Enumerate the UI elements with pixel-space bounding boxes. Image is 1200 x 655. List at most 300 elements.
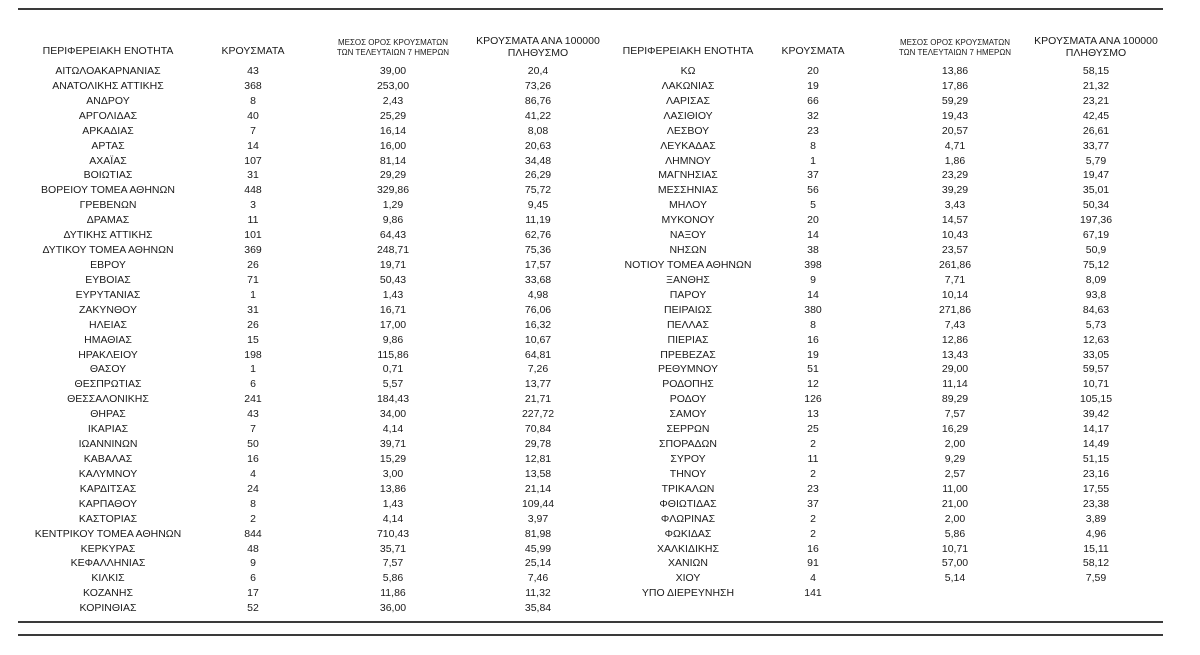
region-cell: ΡΟΔΟΠΗΣ [662, 378, 714, 391]
table-row [18, 303, 598, 318]
avg-cell: 11,86 [380, 587, 406, 600]
avg-cell: 13,86 [941, 65, 969, 77]
avg-cell: 16,71 [379, 303, 407, 316]
per100k-cell: 45,99 [524, 542, 552, 555]
header-avg [885, 38, 1025, 58]
table-row [598, 527, 1163, 542]
per100k-cell: 50,9 [1085, 244, 1107, 257]
cases-cell: 8 [250, 94, 256, 107]
avg-cell: 29,29 [379, 169, 407, 182]
header-avg-line2: ΤΩΝ ΤΕΛΕΥΤΑΙΩΝ 7 ΗΜΕΡΩΝ [336, 48, 450, 57]
region-cell: ΜΕΣΣΗΝΙΑΣ [657, 184, 719, 197]
cases-cell: 4 [250, 467, 256, 480]
table-row [18, 64, 598, 79]
header-cases: ΚΡΟΥΣΜΑΤΑ [781, 45, 845, 57]
cases-cell: 2 [810, 467, 816, 480]
per100k-cell: 33,68 [524, 273, 552, 286]
avg-cell: 5,14 [944, 572, 966, 585]
region-cell: ΣΕΡΡΩΝ [666, 423, 710, 436]
per100k-cell: 8,08 [527, 124, 549, 137]
cases-cell: 8 [810, 139, 816, 152]
per100k-cell: 23,21 [1082, 94, 1110, 107]
header-per100k [468, 35, 608, 59]
avg-cell: 20,57 [941, 124, 969, 137]
region-cell: ΞΑΝΘΗΣ [666, 273, 710, 286]
table-row [18, 258, 598, 273]
cases-cell: 66 [807, 94, 819, 107]
avg-cell: 13,86 [379, 482, 407, 495]
table-row [18, 154, 598, 169]
cases-cell: 24 [247, 482, 259, 495]
region-cell: ΠΕΙΡΑΙΩΣ [664, 303, 712, 316]
cases-cell: 2 [250, 512, 256, 525]
table-row [598, 94, 1163, 109]
table-row [598, 183, 1163, 198]
table-row [598, 377, 1163, 392]
per100k-cell: 7,59 [1085, 572, 1107, 585]
avg-cell: 2,00 [944, 512, 966, 525]
avg-cell: 19,43 [941, 109, 969, 122]
cases-cell: 2 [810, 512, 816, 525]
table-row [598, 243, 1163, 258]
region-cell: ΝΟΤΙΟΥ ΤΟΜΕΑ ΑΘΗΝΩΝ [624, 258, 752, 271]
region-cell: ΥΠΟ ΔΙΕΡΕΥΝΗΣΗ [641, 587, 735, 600]
cases-cell: 20 [807, 214, 819, 227]
bottom-rule-double [18, 634, 1163, 636]
avg-cell: 184,43 [376, 393, 410, 406]
header-region: ΠΕΡΙΦΕΡΕΙΑΚΗ ΕΝΟΤΗΤΑ [622, 45, 754, 57]
per100k-cell: 23,38 [1082, 497, 1110, 510]
header-per100k [1026, 35, 1166, 59]
cases-cell: 31 [247, 169, 259, 182]
per100k-cell: 4,96 [1085, 527, 1107, 540]
avg-cell: 29,00 [941, 363, 969, 376]
per100k-cell: 14,49 [1082, 438, 1110, 451]
region-cell: ΛΑΡΙΣΑΣ [666, 94, 710, 107]
bottom-rule [18, 621, 1163, 623]
table-row [598, 392, 1163, 407]
table-row [18, 333, 598, 348]
per100k-cell: 7,26 [527, 363, 549, 376]
cases-cell: 15 [247, 333, 259, 346]
cases-cell: 11 [807, 452, 819, 465]
left-table [18, 30, 598, 616]
table-row [18, 228, 598, 243]
cases-cell: 23 [807, 124, 819, 137]
avg-cell: 36,00 [379, 602, 407, 615]
avg-cell: 25,29 [379, 109, 407, 122]
per100k-cell: 105,15 [1079, 393, 1113, 406]
avg-cell: 261,86 [938, 258, 972, 271]
per100k-cell: 51,15 [1082, 452, 1110, 465]
per100k-cell: 8,09 [1085, 273, 1107, 286]
per100k-cell: 25,14 [524, 557, 552, 570]
avg-cell: 34,00 [379, 408, 407, 421]
cases-cell: 38 [807, 244, 819, 257]
table-row [598, 542, 1163, 557]
avg-cell: 16,00 [379, 139, 407, 152]
cases-cell: 6 [250, 572, 256, 585]
avg-cell: 2,00 [944, 438, 966, 451]
cases-cell: 71 [247, 273, 259, 286]
cases-cell: 7 [250, 423, 256, 436]
per100k-cell: 62,76 [524, 229, 552, 242]
region-cell: ΓΡΕΒΕΝΩΝ [79, 199, 137, 212]
region-cell: ΜΗΛΟΥ [669, 199, 707, 212]
cases-cell: 2 [810, 438, 816, 451]
region-cell: ΚΟΡΙΝΘΙΑΣ [79, 602, 137, 615]
per100k-cell: 29,78 [524, 438, 552, 451]
per100k-cell: 86,76 [524, 94, 552, 107]
cases-cell: 8 [810, 318, 816, 331]
avg-cell: 7,43 [944, 318, 966, 331]
region-cell: ΕΥΒΟΙΑΣ [85, 273, 131, 286]
region-cell: ΡΕΘΥΜΝΟΥ [657, 363, 718, 376]
per100k-cell: 227,72 [521, 408, 555, 421]
table-row [18, 213, 598, 228]
cases-cell: 91 [807, 557, 819, 570]
avg-cell: 7,57 [944, 408, 966, 421]
table-row [598, 318, 1163, 333]
region-cell: ΕΥΡΥΤΑΝΙΑΣ [75, 288, 141, 301]
table-row [18, 318, 598, 333]
region-cell: ΑΧΑΪΑΣ [89, 154, 127, 167]
cases-cell: 40 [247, 109, 259, 122]
header-per100k-line2: ΠΛΗΘΥΣΜΟ [507, 47, 569, 59]
table-row [598, 168, 1163, 183]
table-row [18, 452, 598, 467]
table-row [18, 497, 598, 512]
table-row [18, 571, 598, 586]
per100k-cell: 75,72 [524, 184, 552, 197]
cases-cell: 14 [807, 288, 819, 301]
cases-cell: 26 [247, 318, 259, 331]
table-row [18, 168, 598, 183]
region-cell: ΚΑΛΥΜΝΟΥ [78, 467, 138, 480]
table-row [598, 288, 1163, 303]
per100k-cell: 13,58 [524, 467, 552, 480]
per100k-cell: 39,42 [1082, 408, 1110, 421]
per100k-cell: 10,67 [524, 333, 552, 346]
table-row [18, 273, 598, 288]
region-cell: ΔΥΤΙΚΗΣ ΑΤΤΙΚΗΣ [63, 229, 153, 242]
region-cell: ΦΘΙΩΤΙΔΑΣ [659, 497, 717, 510]
region-cell: ΒΟΡΕΙΟΥ ΤΟΜΕΑ ΑΘΗΝΩΝ [41, 184, 175, 197]
cases-cell: 141 [804, 587, 822, 600]
table-row [598, 79, 1163, 94]
table-row [18, 586, 598, 601]
region-cell: ΛΑΣΙΘΙΟΥ [663, 109, 713, 122]
per100k-cell: 58,15 [1082, 65, 1110, 77]
table-row [598, 228, 1163, 243]
table-row [598, 482, 1163, 497]
avg-cell: 16,29 [941, 423, 969, 436]
avg-cell: 115,86 [377, 348, 409, 361]
right-table [598, 30, 1163, 601]
per100k-cell: 33,05 [1082, 348, 1110, 361]
avg-cell: 4,14 [382, 512, 404, 525]
cases-cell: 8 [250, 497, 256, 510]
avg-cell: 3,00 [382, 467, 404, 480]
avg-cell: 23,29 [941, 169, 969, 182]
region-cell: ΑΝΑΤΟΛΙΚΗΣ ΑΤΤΙΚΗΣ [52, 79, 164, 92]
per100k-cell: 197,36 [1079, 214, 1113, 227]
region-cell: ΛΕΥΚΑΔΑΣ [660, 139, 716, 152]
region-cell: ΣΑΜΟΥ [669, 408, 707, 421]
table-row [598, 452, 1163, 467]
cases-cell: 14 [247, 139, 259, 152]
table-row [598, 213, 1163, 228]
table-row [18, 542, 598, 557]
per100k-cell: 3,89 [1085, 512, 1107, 525]
avg-cell: 710,43 [376, 527, 410, 540]
per100k-cell: 84,63 [1082, 303, 1110, 316]
table-row [598, 348, 1163, 363]
avg-cell: 11,00 [942, 482, 968, 495]
region-cell: ΧΑΛΚΙΔΙΚΗΣ [657, 542, 719, 555]
header-avg-line1: ΜΕΣΟΣ ΟΡΟΣ ΚΡΟΥΣΜΑΤΩΝ [899, 38, 1011, 47]
per100k-cell: 11,19 [525, 214, 551, 227]
region-cell: ΑΡΚΑΔΙΑΣ [82, 124, 134, 137]
avg-cell: 39,71 [379, 438, 407, 451]
region-cell: ΚΑΣΤΟΡΙΑΣ [78, 512, 138, 525]
per100k-cell: 14,17 [1082, 423, 1110, 436]
cases-cell: 14 [807, 229, 819, 242]
avg-cell: 12,86 [941, 333, 969, 346]
cases-cell: 1 [810, 154, 816, 167]
table-row [598, 571, 1163, 586]
region-cell: ΦΛΩΡΙΝΑΣ [660, 512, 716, 525]
cases-cell: 51 [807, 363, 819, 376]
region-cell: ΖΑΚΥΝΘΟΥ [78, 303, 137, 316]
region-cell: ΚΟΖΑΝΗΣ [83, 587, 133, 600]
avg-cell: 35,71 [379, 542, 407, 555]
table-row [18, 288, 598, 303]
cases-cell: 844 [244, 527, 262, 540]
avg-cell: 2,57 [944, 467, 966, 480]
cases-cell: 198 [244, 348, 262, 361]
per100k-cell: 20,4 [527, 65, 549, 77]
cases-cell: 126 [804, 393, 822, 406]
cases-cell: 20 [807, 65, 819, 77]
cases-cell: 37 [807, 497, 819, 510]
per100k-cell: 34,48 [524, 154, 552, 167]
per100k-cell: 76,06 [524, 303, 552, 316]
region-cell: ΘΕΣΣΑΛΟΝΙΚΗΣ [67, 393, 149, 406]
table-row [18, 392, 598, 407]
cases-cell: 4 [810, 572, 816, 585]
per100k-cell: 42,45 [1082, 109, 1110, 122]
per100k-cell: 11,32 [525, 587, 551, 600]
avg-cell: 14,57 [941, 214, 969, 227]
table-row [18, 467, 598, 482]
per100k-cell: 26,29 [524, 169, 552, 182]
region-cell: ΘΗΡΑΣ [90, 408, 126, 421]
avg-cell: 0,71 [382, 363, 404, 376]
table-row [598, 333, 1163, 348]
cases-cell: 56 [807, 184, 819, 197]
avg-cell: 5,86 [382, 572, 404, 585]
region-cell: ΦΩΚΙΔΑΣ [664, 527, 712, 540]
per100k-cell: 35,01 [1082, 184, 1110, 197]
avg-cell: 7,57 [382, 557, 404, 570]
header-per100k-line1: ΚΡΟΥΣΜΑΤΑ ΑΝΑ 100000 [476, 35, 600, 47]
region-cell: ΑΝΔΡΟΥ [86, 94, 130, 107]
per100k-cell: 21,71 [524, 393, 552, 406]
cases-cell: 23 [807, 482, 819, 495]
table-row [598, 258, 1163, 273]
per100k-cell: 17,57 [524, 258, 552, 271]
table-row [598, 303, 1163, 318]
table-row [18, 198, 598, 213]
avg-cell: 10,14 [941, 288, 969, 301]
cases-cell: 19 [807, 348, 819, 361]
cases-cell: 16 [807, 542, 819, 555]
left-table-header [18, 30, 598, 64]
right-table-body [598, 64, 1163, 601]
table-row [18, 348, 598, 363]
table-row [598, 139, 1163, 154]
region-cell: ΑΡΓΟΛΙΔΑΣ [78, 109, 138, 122]
per100k-cell: 58,12 [1082, 557, 1110, 570]
table-row [598, 437, 1163, 452]
table-row [598, 467, 1163, 482]
region-cell: ΣΠΟΡΑΔΩΝ [659, 438, 717, 451]
cases-cell: 48 [247, 542, 259, 555]
avg-cell: 57,00 [941, 557, 969, 570]
per100k-cell: 15,11 [1083, 542, 1109, 555]
cases-cell: 9 [250, 557, 256, 570]
table-row [598, 586, 1163, 601]
cases-cell: 16 [807, 333, 819, 346]
per100k-cell: 12,63 [1082, 333, 1110, 346]
per100k-cell: 59,57 [1082, 363, 1110, 376]
region-cell: ΧΙΟΥ [675, 572, 701, 585]
per100k-cell: 81,98 [524, 527, 552, 540]
per100k-cell: 5,73 [1085, 318, 1107, 331]
table-row [598, 273, 1163, 288]
cases-cell: 6 [250, 378, 256, 391]
per100k-cell: 70,84 [524, 423, 552, 436]
region-cell: ΧΑΝΙΩΝ [668, 557, 708, 570]
avg-cell: 39,00 [379, 65, 407, 77]
cases-cell: 37 [807, 169, 819, 182]
region-cell: ΛΕΣΒΟΥ [666, 124, 710, 137]
avg-cell: 3,43 [944, 199, 966, 212]
per100k-cell: 3,97 [527, 512, 549, 525]
avg-cell: 1,86 [944, 154, 966, 167]
table-row [598, 198, 1163, 213]
cases-cell: 25 [807, 423, 819, 436]
per100k-cell: 23,16 [1082, 467, 1110, 480]
table-row [18, 512, 598, 527]
region-cell: ΣΥΡΟΥ [670, 452, 706, 465]
cases-cell: 1 [250, 363, 256, 376]
per100k-cell: 73,26 [524, 79, 552, 92]
region-cell: ΚΕΡΚΥΡΑΣ [80, 542, 136, 555]
region-cell: ΗΜΑΘΙΑΣ [84, 333, 132, 346]
cases-cell: 43 [247, 65, 259, 77]
per100k-cell: 12,81 [524, 452, 552, 465]
table-row [18, 556, 598, 571]
avg-cell: 253,00 [376, 79, 410, 92]
cases-cell: 19 [807, 79, 819, 92]
per100k-cell: 16,32 [524, 318, 552, 331]
avg-cell: 1,43 [382, 288, 404, 301]
table-row [18, 437, 598, 452]
per100k-cell: 64,81 [524, 348, 552, 361]
table-row [598, 497, 1163, 512]
avg-cell: 81,14 [379, 154, 407, 167]
avg-cell: 5,57 [382, 378, 404, 391]
cases-cell: 16 [247, 452, 259, 465]
per100k-cell: 41,22 [524, 109, 552, 122]
header-cases: ΚΡΟΥΣΜΑΤΑ [221, 45, 285, 57]
avg-cell: 17,00 [379, 318, 407, 331]
avg-cell: 59,29 [941, 94, 969, 107]
table-row [598, 154, 1163, 169]
region-cell: ΚΑΡΠΑΘΟΥ [78, 497, 138, 510]
per100k-cell: 93,8 [1085, 288, 1107, 301]
avg-cell: 64,43 [379, 229, 407, 242]
table-row [18, 407, 598, 422]
cases-cell: 26 [247, 258, 259, 271]
region-cell: ΗΛΕΙΑΣ [88, 318, 127, 331]
region-cell: ΝΑΞΟΥ [669, 229, 707, 242]
cases-cell: 5 [810, 199, 816, 212]
per100k-cell: 19,47 [1082, 169, 1110, 182]
per100k-cell: 20,63 [524, 139, 552, 152]
per100k-cell: 67,19 [1082, 229, 1110, 242]
region-cell: ΚΕΦΑΛΛΗΝΙΑΣ [70, 557, 146, 570]
region-cell: ΑΙΤΩΛΟΑΚΑΡΝΑΝΙΑΣ [55, 65, 161, 77]
per100k-cell: 109,44 [521, 497, 555, 510]
cases-cell: 398 [804, 258, 822, 271]
region-cell: ΛΗΜΝΟΥ [665, 154, 711, 167]
table-row [598, 124, 1163, 139]
region-cell: ΠΙΕΡΙΑΣ [667, 333, 709, 346]
region-cell: ΚΑΒΑΛΑΣ [83, 452, 133, 465]
cases-cell: 11 [247, 214, 259, 227]
avg-cell: 19,71 [379, 258, 407, 271]
cases-cell: 12 [807, 378, 819, 391]
cases-cell: 43 [247, 408, 259, 421]
avg-cell: 13,43 [941, 348, 969, 361]
region-cell: ΠΑΡΟΥ [669, 288, 707, 301]
avg-cell: 2,43 [382, 94, 404, 107]
cases-cell: 3 [250, 199, 256, 212]
table-row [598, 64, 1163, 79]
per100k-cell: 4,98 [527, 288, 549, 301]
table-row [598, 109, 1163, 124]
per100k-cell: 26,61 [1082, 124, 1110, 137]
table-row [598, 556, 1163, 571]
per100k-cell: 21,32 [1082, 79, 1110, 92]
cases-cell: 13 [807, 408, 819, 421]
region-cell: ΒΟΙΩΤΙΑΣ [83, 169, 133, 182]
table-row [18, 139, 598, 154]
table-row [18, 362, 598, 377]
cases-cell: 52 [247, 602, 259, 615]
table-row [598, 362, 1163, 377]
right-table-header [598, 30, 1163, 64]
per100k-cell: 13,77 [524, 378, 552, 391]
avg-cell: 329,86 [376, 184, 410, 197]
avg-cell: 16,14 [379, 124, 407, 137]
region-cell: ΙΩΑΝΝΙΝΩΝ [78, 438, 138, 451]
region-cell: ΛΑΚΩΝΙΑΣ [661, 79, 715, 92]
avg-cell: 1,29 [382, 199, 404, 212]
